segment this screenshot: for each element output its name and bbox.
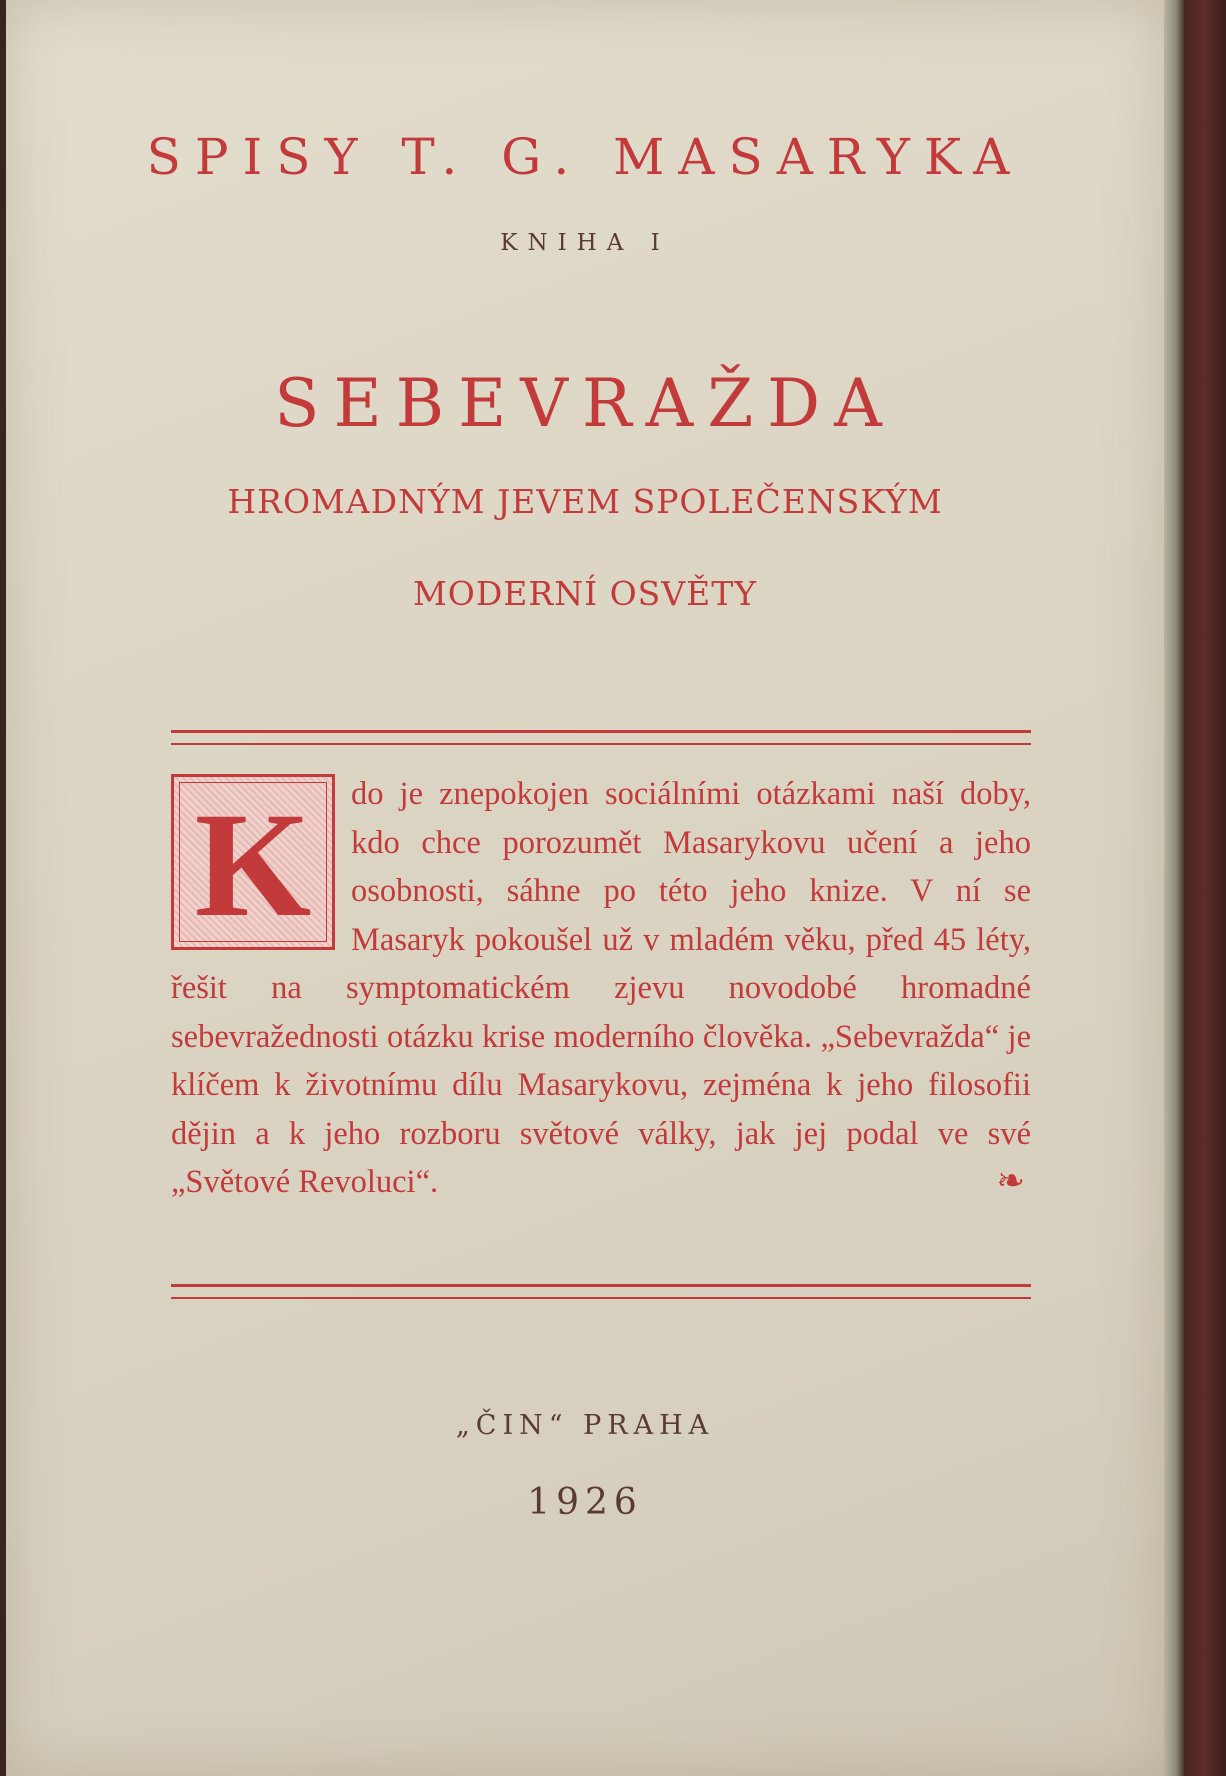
cover-edge: [1164, 0, 1184, 1776]
volume-label: KNIHA I: [500, 230, 670, 256]
fleuron-icon: ❧: [996, 1163, 1025, 1200]
ornamental-initial: [171, 774, 335, 950]
series-title: SPISY T. G. MASARYKA: [146, 128, 1024, 186]
top-double-rule: [171, 730, 1031, 745]
initial-letter: K: [194, 782, 312, 948]
subtitle-line-1: HROMADNÝM JEVEM SPOLEČENSKÝM: [227, 482, 943, 521]
blurb-text: do je znepokojen sociálními otázkami naší doby, kdo chce porozumět Masarykovu učení a jeho osobnosti, sáhne po této jeho knize. V ní se Masaryk pokoušel už v mladém věku, před 45 léty, řešit na symptomatickém zjevu novodobé hromadné sebevražednosti otázku krise moderního člověka. „Sebevražda“ je klíčem k životnímu dílu Masarykovu, zejména k jeho filosofii dějin a k jeho rozboru světové války, jak jej podal ve své „Světové Revoluci“.: [171, 776, 1031, 1200]
book-spine: [1184, 0, 1226, 1776]
blurb-paragraph: [171, 770, 1031, 1260]
bottom-double-rule: [171, 1284, 1031, 1299]
publication-year: 1926: [527, 1482, 643, 1523]
book-title: SEBEVRAŽDA: [274, 365, 896, 442]
subtitle-line-2: MODERNÍ OSVĚTY: [412, 574, 758, 613]
book-cover: [6, 0, 1164, 1776]
publisher: „ČIN“ PRAHA: [455, 1410, 715, 1441]
